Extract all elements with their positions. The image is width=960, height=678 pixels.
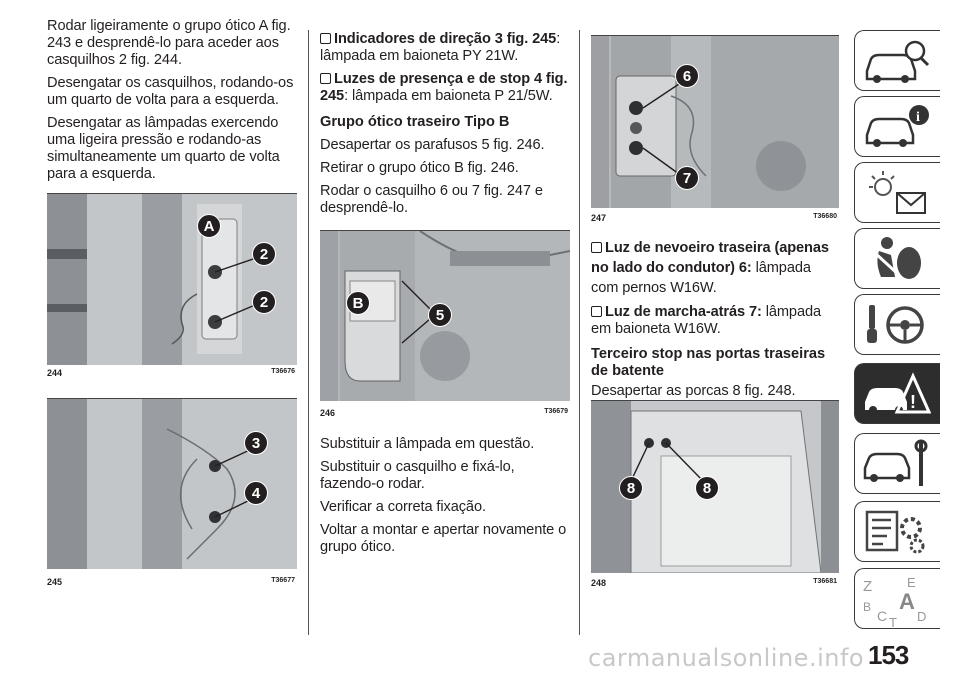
svg-text:Z: Z [863,578,873,595]
tab-starting-driving[interactable] [854,294,940,355]
watermark: carmanualsonline.info [588,644,865,672]
svg-text:B: B [863,600,872,614]
specs-gears-icon [861,506,931,558]
column-divider [308,30,309,635]
figure-number: 248 [591,578,607,588]
airbag-seatbelt-icon [861,233,931,285]
svg-text:i: i [916,110,920,125]
tab-safety[interactable] [854,228,940,289]
list-item-fog-light: Luz de nevoeiro traseira (apenas no lado do condutor) 6: lâmpada com pernos W16W. [591,240,829,296]
figure-number: 247 [591,213,607,223]
paragraph: Voltar a montar e apertar novamente o grupo ótico. [320,522,567,555]
tab-warning-lights[interactable] [854,162,940,223]
figure-246-image [320,231,570,401]
checkbox-icon [591,242,602,253]
callout-A: A [197,214,221,238]
checkbox-icon [591,306,602,317]
tab-technical-data[interactable] [854,501,940,562]
car-info-icon [861,101,931,153]
list-item-reverse-light: Luz de marcha-atrás 7: lâmpada em baioneta W16W. [591,304,822,337]
figure-245 [47,398,297,591]
tab-car-search[interactable] [854,30,940,91]
figure-245-image [47,399,297,569]
column-left [47,18,297,189]
callout-2: 2 [252,290,276,314]
checkbox-icon [320,33,331,44]
paragraph: Substituir o casquilho e fixá-lo, fazendo-o rodar. [320,459,515,492]
emergency-car-icon [861,368,931,420]
callout-5: 5 [428,303,452,327]
figure-number: 244 [47,368,63,378]
page-number: 153 [868,640,909,670]
figure-247-image [591,36,839,208]
tab-car-info[interactable] [854,96,940,157]
checkbox-icon [320,73,331,84]
paragraph: Verificar a correta fixação. [320,499,486,515]
svg-text:D: D [917,609,927,624]
paragraph: Desapertar as porcas 8 fig. 248. [591,383,796,399]
warning-lights-mail-icon [861,167,931,219]
svg-text:A: A [899,589,915,614]
tab-emergency[interactable] [854,363,940,424]
callout-4: 4 [244,481,268,505]
callout-B: B [346,291,370,315]
callout-8: 8 [695,476,719,500]
paragraph: Desengatar os casquilhos, rodando-os um quarto de volta para a esquerda. [47,75,294,108]
paragraph: Desengatar as lâmpadas exercendo uma ligeira pressão e rodando-as simultaneamente um quarto de volta para a esquerda. [47,115,280,182]
paragraph: Substituir a lâmpada em questão. [320,436,535,452]
svg-text:E: E [907,575,916,590]
tab-alphabetical-index[interactable] [854,568,940,629]
figure-244 [47,193,297,385]
car-maintenance-icon [861,438,931,490]
callout-6: 6 [675,64,699,88]
paragraph: Rodar ligeiramente o grupo ótico A fig. 243 e desprendê-lo para aceder aos casquilhos 2 fig. 244. [47,18,291,68]
section-heading: Grupo ótico traseiro Tipo B [320,114,510,130]
callout-7: 7 [675,166,699,190]
figure-number: 245 [47,577,63,587]
callout-3: 3 [244,431,268,455]
list-item-position-stop-lights: Luzes de presença e de stop 4 fig. 245: lâmpada em baioneta P 21/5W. [320,71,568,104]
column-middle [320,31,570,223]
svg-text:T: T [889,615,897,629]
column-divider [579,30,580,635]
figure-code: T36681 [813,578,837,585]
figure-244-image [47,194,297,365]
key-steering-wheel-icon [861,299,931,351]
svg-text:C: C [877,608,888,624]
callout-8: 8 [619,476,643,500]
svg-text:!: ! [910,392,916,412]
list-item-turn-signals: Indicadores de direção 3 fig. 245: lâmpada em baioneta PY 21W. [320,31,561,64]
figure-code: T36679 [544,408,568,415]
figure-code: T36677 [271,577,295,584]
figure-246 [320,230,570,424]
figure-248 [591,400,839,592]
figure-248-image [591,401,839,573]
callout-2: 2 [252,242,276,266]
tab-maintenance[interactable] [854,433,940,494]
column-middle-bottom [320,436,570,562]
figure-number: 246 [320,408,336,418]
figure-code: T36680 [813,213,837,220]
paragraph: Retirar o grupo ótico B fig. 246. [320,160,519,176]
paragraph: Rodar o casquilho 6 ou 7 fig. 247 e desprendê-lo. [320,183,543,216]
paragraph: Desapertar os parafusos 5 fig. 246. [320,137,545,153]
figure-code: T36676 [271,368,295,375]
section-heading: Terceiro stop nas portas traseiras de batente [591,346,826,379]
car-search-icon [861,35,931,87]
alphabet-index-icon [861,573,931,629]
column-right [591,238,839,406]
figure-247 [591,35,839,225]
